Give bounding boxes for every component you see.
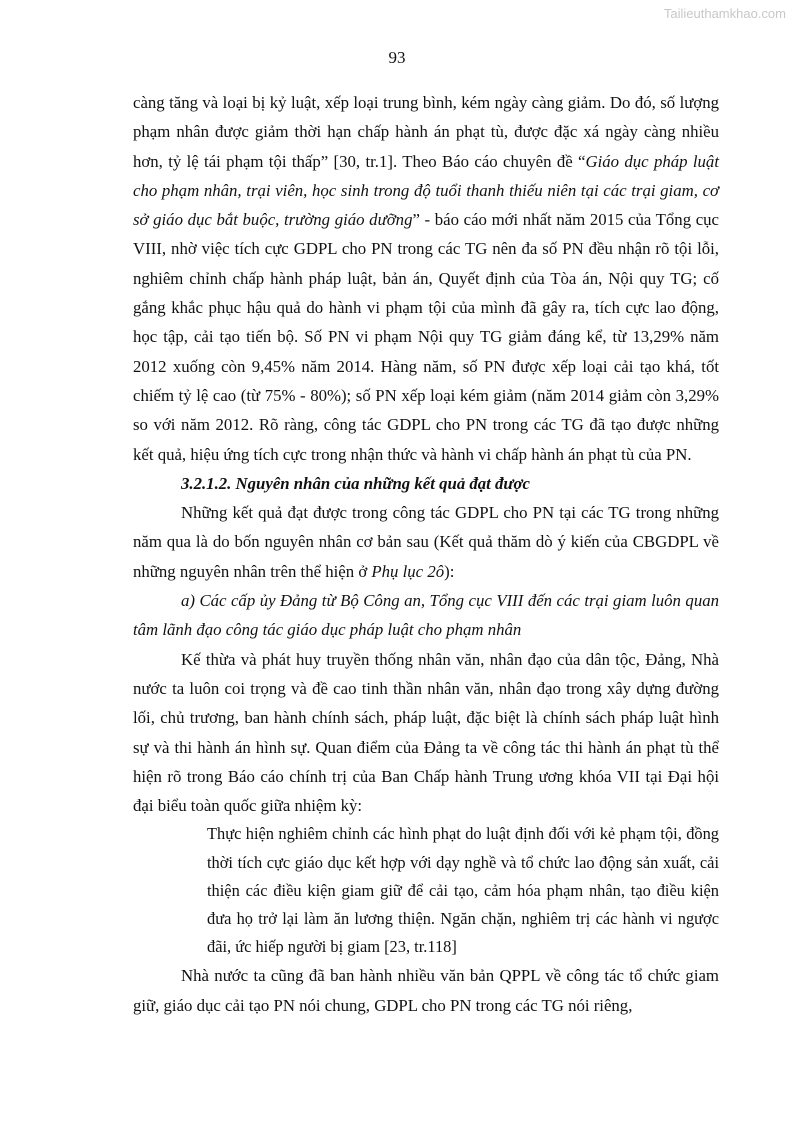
paragraph-text: ” - báo cáo mới nhất năm 2015 của Tổng cục VIII, nhờ việc tích cực GDPL cho PN trong các TG nên đa số PN đều nhận rõ tội lỗi, nghiêm chỉnh chấp hành pháp luật, bản án, Quyết định của Tòa án, Nội quy TG; cố gắng khắc phục hậu quả do hành vi phạm tội của mình đã gây ra, tích cực lao động, học tập, cải tạo tiến bộ. Số PN vi phạm Nội quy TG giảm đáng kể, từ 13,29% năm 2012 xuống còn 9,45% năm 2014. Hàng năm, số PN được xếp loại cải tạo khá, tốt chiếm tỷ lệ cao (từ 75% - 80%); số PN xếp loại kém giảm (năm 2014 giảm còn 3,29% so với năm 2012. Rõ ràng, công tác GDPL cho PN trong các TG đã tạo được những kết quả, hiệu ứng tích cực trong nhận thức và hành vi chấp hành án phạt tù của PN. [133, 210, 720, 464]
paragraph-text: càng tăng và loại bị kỷ luật, xếp loại trung bình, kém ngày càng giảm. Do đó, số lượng phạm nhân được giảm thời hạn chấp hành án phạt tù, được đặc xá ngày càng nhiều hơn, tỷ lệ tái phạm tội thấp” [30, tr.1]. Theo Báo cáo chuyên đề “ [133, 93, 719, 171]
section-heading: 3.2.1.2. Nguyên nhân của những kết quả đạt được [181, 473, 530, 493]
paragraph-causes [133, 498, 719, 586]
document-body [133, 88, 719, 1020]
report-title-italic: Giáo dục pháp luật cho phạm nhân, trại viên, học sinh trong độ tuổi thanh thiếu niên tại các trại giam, cơ sở giáo dục bắt buộc, trường giáo dưỡng [133, 151, 719, 230]
paragraph-text: ): [444, 561, 455, 581]
paragraph-legal-documents: Nhà nước ta cũng đã ban hành nhiều văn bản QPPL về công tác tổ chức giam giữ, giáo dục cải tạo PN nói chung, GDPL cho PN trong các TG nói riêng, [133, 966, 719, 1015]
appendix-reference: Phụ lục 2ô [371, 561, 445, 581]
watermark: Tailieuthamkhao.com [663, 6, 786, 21]
block-quote: Thực hiện nghiêm chỉnh các hình phạt do luật định đối với kẻ phạm tội, đồng thời tích cực giáo dục kết hợp với dạy nghề và tổ chức lao động sản xuất, cải thiện các điều kiện giam giữ để cải tạo, cảm hóa phạm nhân, tạo điều kiện đưa họ trở lại làm ăn lương thiện. Ngăn chặn, nghiêm trị các hành vi ngược đãi, ức hiếp người bị giam [23, tr.118] [207, 824, 719, 957]
subheading-a: a) Các cấp ủy Đảng từ Bộ Công an, Tổng cục VIII đến các trại giam luôn quan tâm lãnh đạo công tác giáo dục pháp luật cho phạm nhân [133, 591, 719, 640]
page-number: 93 [388, 48, 406, 67]
paragraph-text: Những kết quả đạt được trong công tác GDPL cho PN tại các TG trong những năm qua là do bốn nguyên nhân cơ bản sau (Kết quả thăm dò ý kiến của CBGDPL về những nguyên nhân trên thể hiện ở [133, 503, 719, 581]
paragraph-tradition: Kế thừa và phát huy truyền thống nhân văn, nhân đạo của dân tộc, Đảng, Nhà nước ta luôn coi trọng và đề cao tinh thần nhân văn, nhân đạo trong xây dựng đường lối, chủ trương, ban hành chính sách, pháp luật, đặc biệt là chính sách pháp luật hình sự và thi hành án hình sự. Quan điểm của Đảng ta về công tác thi hành án phạt tù thể hiện rõ trong Báo cáo chính trị của Ban Chấp hành Trung ương khóa VII tại Đại hội đại biểu toàn quốc giữa nhiệm kỳ: [133, 649, 719, 816]
paragraph-continuation [133, 88, 719, 469]
